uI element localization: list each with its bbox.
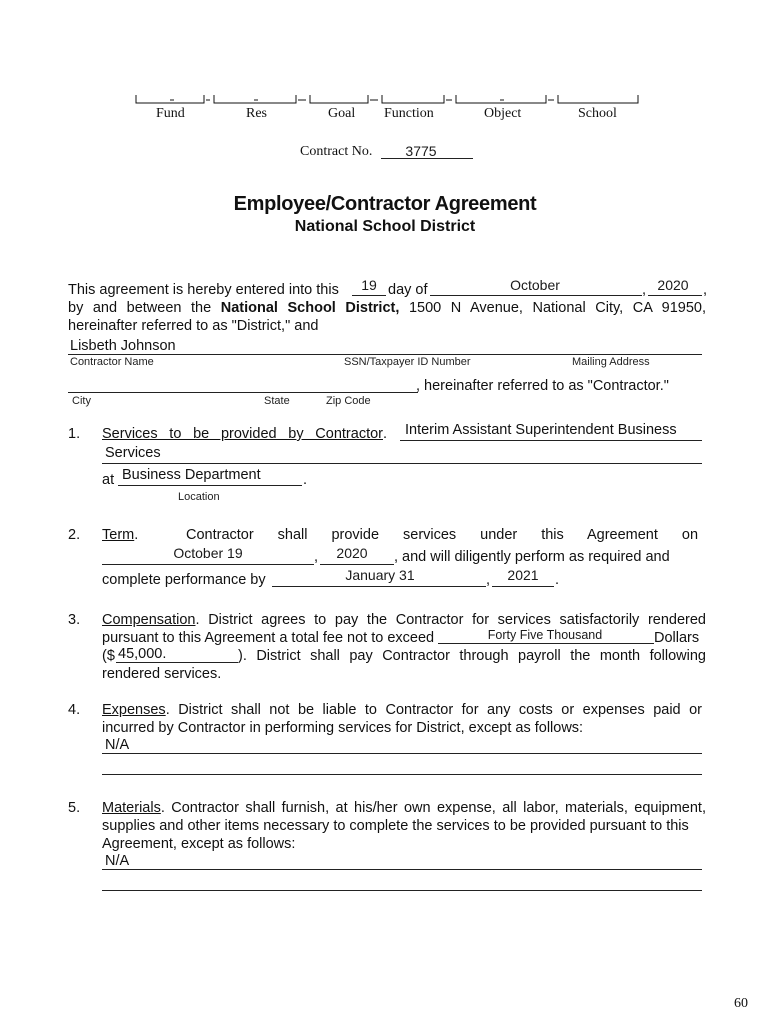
section-2-heading	[102, 527, 138, 543]
page-subtitle: National School District	[294, 218, 476, 235]
account-code-row	[134, 92, 640, 106]
section-2-line-1	[186, 527, 698, 543]
city-label: City	[72, 395, 91, 407]
ssn-label: SSN/Taxpayer ID Number	[344, 356, 471, 368]
expenses-line-1	[102, 753, 702, 754]
contract-no-value[interactable]: 3775	[405, 143, 437, 159]
section-2-line-2: , and will diligently perform as required and	[394, 549, 670, 565]
district-address: 1500 N Avenue, National City, CA 91950,	[408, 300, 706, 316]
day-line	[352, 295, 386, 296]
start-year-line	[320, 564, 394, 565]
section-5-line-1	[102, 800, 706, 816]
contractor-suffix: , hereinafter referred to as "Contractor."	[416, 378, 669, 394]
start-date-value[interactable]: October 19	[173, 545, 243, 561]
mailing-address-label: Mailing Address	[572, 356, 650, 368]
section-3-line-3	[238, 648, 706, 664]
month-comma: ,	[642, 282, 647, 298]
section-5-line-2: supplies and other items necessary to complete the services to be provided pursuant to this	[102, 818, 689, 834]
intro-prefix: This agreement is hereby entered into this	[68, 282, 339, 298]
intro-line-2	[68, 300, 706, 316]
section-1-heading	[102, 426, 383, 442]
year-line	[648, 295, 702, 296]
service-line-2	[102, 463, 702, 464]
state-label: State	[264, 395, 290, 407]
location-line	[118, 485, 302, 486]
section-3-number: 3.	[68, 612, 81, 628]
section-1-heading-text: Services to be provided by Contractor	[102, 426, 383, 442]
term-word: Agreement	[586, 527, 658, 543]
year-comma: ,	[703, 282, 708, 298]
month-value[interactable]: October	[510, 277, 560, 293]
section-1-period: .	[383, 426, 388, 442]
day-of-label: day of	[388, 282, 428, 298]
term-word: on	[681, 527, 699, 543]
section-2-number: 2.	[68, 527, 81, 543]
end-year-value[interactable]: 2021	[507, 567, 539, 583]
amount-words-value[interactable]: Forty Five Thousand	[487, 628, 603, 642]
start-date-line	[102, 564, 314, 565]
contractor-name-label: Contractor Name	[70, 356, 154, 368]
end-year-line	[492, 586, 554, 587]
at-label: at	[102, 472, 115, 488]
code-label-function: Function	[384, 106, 434, 121]
code-label-res: Res	[246, 106, 267, 121]
section-3-heading: Compensation	[102, 612, 196, 628]
amount-number-value[interactable]: 45,000.	[118, 646, 167, 662]
year-value[interactable]: 2020	[657, 277, 689, 293]
code-label-school: School	[578, 106, 617, 121]
intro-line2-prefix: by and between the	[68, 300, 212, 316]
intro-line-3: hereinafter referred to as "District," and	[68, 318, 319, 334]
complete-prefix: complete performance by	[102, 572, 266, 588]
term-word: shall	[277, 527, 308, 543]
section-4-number: 4.	[68, 702, 81, 718]
contract-no-label: Contract No.	[300, 144, 373, 159]
term-word: services	[403, 527, 457, 543]
section-5-line1-rest: . Contractor shall furnish, at his/her own expense, all labor, materials, equipment,	[160, 800, 706, 816]
section-4-heading: Expenses	[102, 702, 166, 718]
section-3-line1-rest: . District agrees to pay the Contractor for services satisfactorily rendered	[195, 612, 706, 628]
service-value[interactable]: Interim Assistant Superintendent Business	[405, 422, 677, 438]
section-3-line-1	[102, 612, 706, 628]
start-date-comma: ,	[314, 549, 319, 565]
section-5-line-3: Agreement, except as follows:	[102, 836, 296, 852]
term-word: under	[480, 527, 518, 543]
expenses-value[interactable]: N/A	[105, 737, 130, 753]
section-4-line-1	[102, 702, 702, 718]
account-code-brackets	[134, 92, 640, 106]
end-date-value[interactable]: January 31	[345, 567, 415, 583]
section-3-line2-prefix: pursuant to this Agreement a total fee not to exceed	[102, 630, 435, 646]
section-2-heading-period: .	[134, 527, 139, 543]
section-4-line-2: incurred by Contractor in performing services for District, except as follows:	[102, 720, 584, 736]
section-3-line3-text: ). District shall pay Contractor through payroll the month following	[238, 648, 706, 664]
materials-line-2[interactable]	[102, 890, 702, 891]
expenses-line-2[interactable]	[102, 774, 702, 775]
location-label: Location	[178, 491, 220, 503]
section-4-line1-rest: . District shall not be liable to Contractor for any costs or expenses paid or	[165, 702, 702, 718]
code-label-goal: Goal	[328, 106, 356, 121]
day-value[interactable]: 19	[361, 277, 377, 293]
city-state-zip-line[interactable]	[68, 392, 418, 393]
district-name: National School District,	[220, 300, 400, 316]
service-value-2[interactable]: Services	[105, 445, 161, 461]
end-date-comma: ,	[486, 572, 491, 588]
amount-number-line	[116, 662, 238, 663]
section-5-number: 5.	[68, 800, 81, 816]
term-word: Contractor	[186, 527, 254, 543]
section-3-line-4: rendered services.	[102, 666, 222, 682]
code-label-object: Object	[484, 106, 522, 121]
month-line	[430, 295, 642, 296]
dollars-label: Dollars	[654, 630, 700, 646]
term-word: this	[541, 527, 564, 543]
materials-value[interactable]: N/A	[105, 853, 130, 869]
term-word: provide	[331, 527, 380, 543]
page-title: Employee/Contractor Agreement	[233, 193, 537, 215]
zip-label: Zip Code	[326, 395, 371, 407]
end-period: .	[555, 572, 560, 588]
open-paren: ($	[102, 648, 115, 664]
location-period: .	[303, 472, 308, 488]
page-number: 60	[734, 996, 748, 1011]
section-5-heading: Materials	[102, 800, 161, 816]
code-label-fund: Fund	[156, 106, 185, 121]
section-1-number: 1.	[68, 426, 81, 442]
materials-line-1	[102, 869, 702, 870]
location-value[interactable]: Business Department	[122, 467, 261, 483]
contractor-name-line	[68, 354, 702, 355]
section-2-heading-text: Term	[102, 527, 135, 543]
start-year-value[interactable]: 2020	[336, 545, 368, 561]
amount-words-line	[438, 643, 654, 644]
service-line-1	[400, 440, 702, 441]
contractor-name-value[interactable]: Lisbeth Johnson	[70, 338, 176, 354]
end-date-line	[272, 586, 486, 587]
